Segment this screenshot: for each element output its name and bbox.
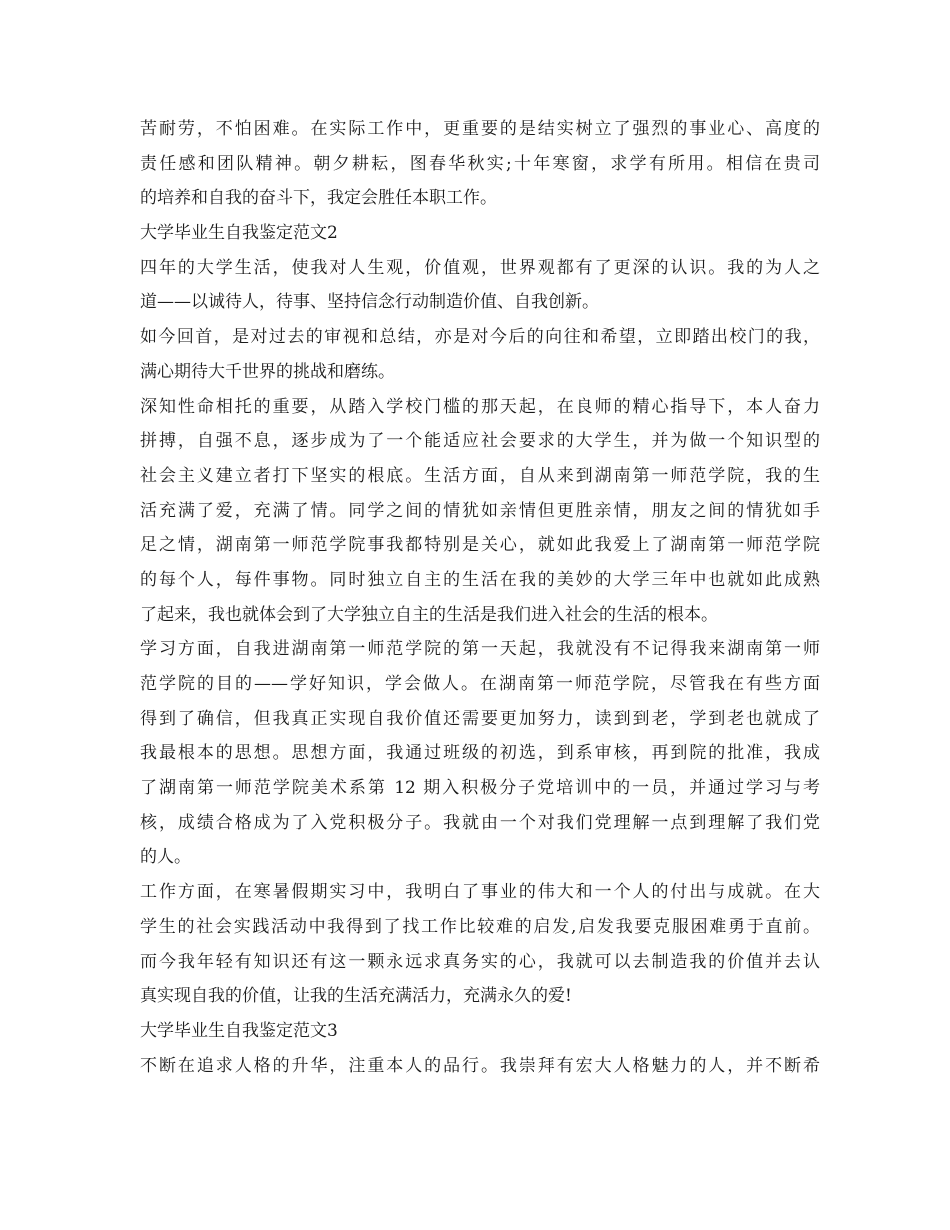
text-line: 满心期待大千世界的挑战和磨练。 — [140, 361, 395, 382]
section-heading: 大学毕业生自我鉴定范文2 — [140, 223, 338, 244]
text-line: 的人。 — [140, 847, 191, 868]
text-line: 的每个人，每件事物。同时独立自主的生活在我的美妙的大学三年中也就如此成熟 — [140, 569, 820, 590]
text-line: 学习方面，自我进湖南第一师范学院的第一天起，我就没有不记得我来湖南第一师 — [140, 639, 820, 660]
text-line: 范学院的目的——学好知识，学会做人。在湖南第一师范学院，尽管我在有些方面 — [140, 674, 820, 694]
text-line: 的培养和自我的奋斗下，我定会胜任本职工作。 — [140, 188, 497, 209]
text-line: 拼搏，自强不息，逐步成为了一个能适应社会要求的大学生，并为做一个知识型的 — [140, 431, 820, 452]
text-line: 苦耐劳，不怕困难。在实际工作中，更重要的是结实树立了强烈的事业心、高度的 — [140, 119, 820, 139]
text-line: 得到了确信，但我真正实现自我价值还需要更加努力，读到到老，学到老也就成了 — [140, 708, 820, 729]
text-line: 了湖南第一师范学院美术系第 12 期入积极分子党培训中的一员，并通过学习与考 — [140, 778, 820, 799]
text-line: 活充满了爱，充满了情。同学之间的情犹如亲情但更胜亲情，朋友之间的情犹如手 — [140, 500, 820, 521]
text-line: 真实现自我的价值，让我的生活充满活力，充满永久的爱! — [140, 986, 572, 1007]
text-line: 了起来，我也就体会到了大学独立自主的生活是我们进入社会的生活的根本。 — [140, 604, 718, 625]
text-line: 道——以诚待人，待事、坚持信念行动制造价值、自我创新。 — [140, 292, 599, 313]
document-body — [140, 112, 820, 1083]
text-line: 四年的大学生活，使我对人生观，价值观，世界观都有了更深的认识。我的为人之 — [140, 257, 820, 278]
text-line: 社会主义建立者打下坚实的根底。生活方面，自从来到湖南第一师范学院，我的生 — [140, 465, 820, 486]
text-line: 不断在追求人格的升华，注重本人的品行。我崇拜有宏大人格魅力的人，并不断希 — [140, 1055, 820, 1076]
text-line: 如今回首，是对过去的审视和总结，亦是对今后的向往和希望，立即踏出校门的我， — [140, 327, 820, 348]
text-line: 深知性命相托的重要，从踏入学校门槛的那天起，在良师的精心指导下，本人奋力 — [140, 396, 820, 417]
text-line: 我最根本的思想。思想方面，我通过班级的初选，到系审核，再到院的批准，我成 — [140, 743, 820, 764]
text-line: 核，成绩合格成为了入党积极分子。我就由一个对我们党理解一点到理解了我们党 — [140, 812, 820, 833]
text-line: 学生的社会实践活动中我得到了找工作比较难的启发,启发我要克服困难勇于直前。 — [140, 916, 820, 937]
text-line: 而今我年轻有知识还有这一颗永远求真务实的心，我就可以去制造我的价值并去认 — [140, 951, 820, 972]
section-heading: 大学毕业生自我鉴定范文3 — [140, 1020, 338, 1041]
text-line: 足之情，湖南第一师范学院事我都特别是关心，就如此我爱上了湖南第一师范学院 — [140, 535, 820, 556]
text-line: 工作方面，在寒暑假期实习中，我明白了事业的伟大和一个人的付出与成就。在大 — [140, 882, 820, 903]
text-line: 责任感和团队精神。朝夕耕耘，图春华秋实;十年寒窗，求学有所用。相信在贵司 — [140, 153, 820, 174]
